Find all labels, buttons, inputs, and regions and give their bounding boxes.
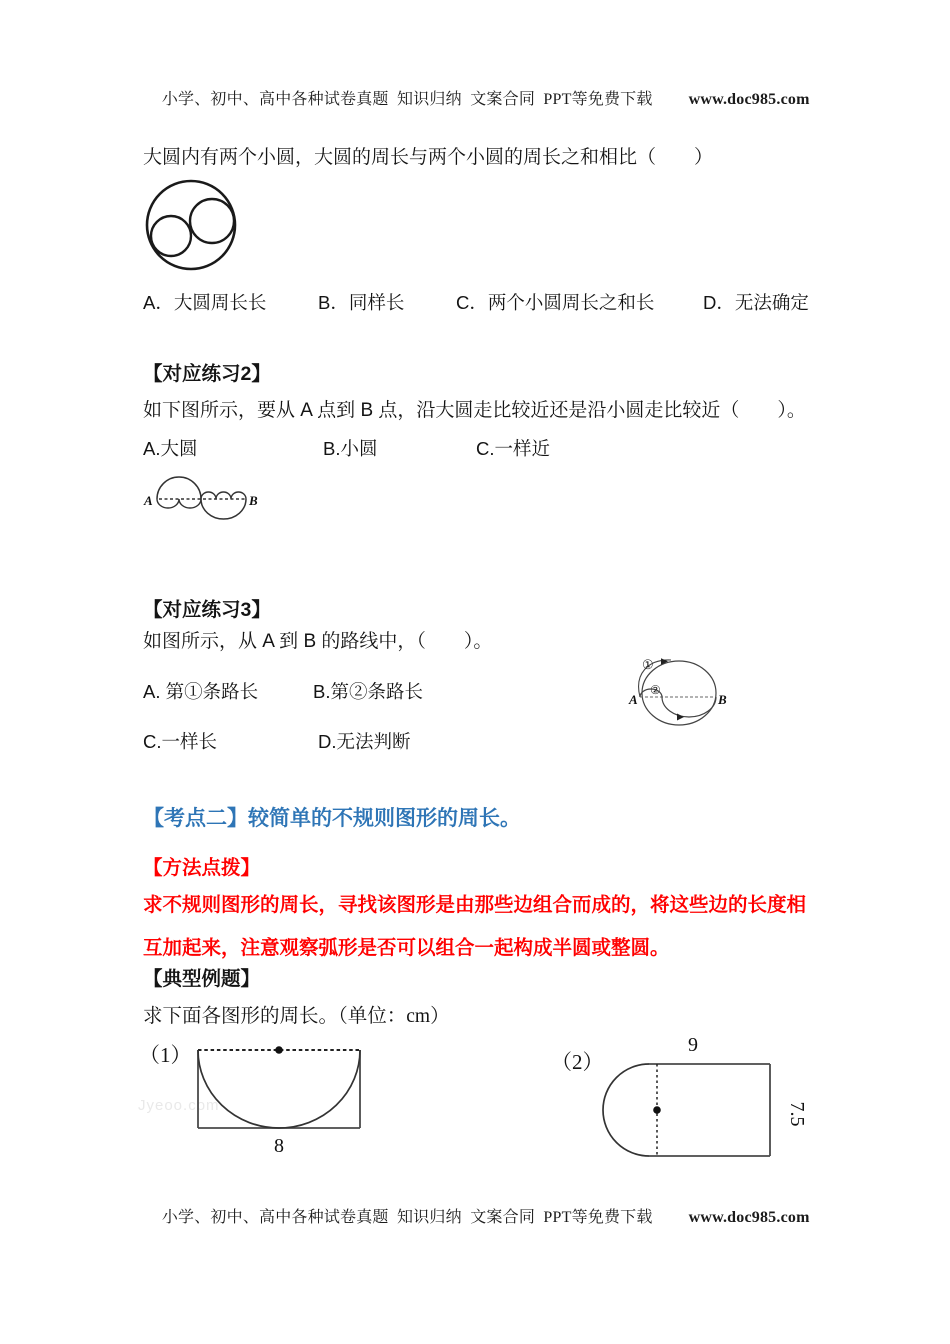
right-dimension: 7.5 xyxy=(786,1101,808,1127)
left-small-semicircles xyxy=(157,499,201,508)
exercise2-question: 如下图所示，要从 A 点到 B 点，沿大圆走比较近还是沿小圆走比较近（ ）。 xyxy=(143,400,806,421)
top-dimension: 9 xyxy=(688,1034,698,1056)
semicircle-arc xyxy=(198,1050,360,1128)
ex2-option-c: C.一样近 xyxy=(476,438,551,459)
footer-text: 小学、初中、高中各种试卷真题 知识归纳 文案合同 PPT等免费下载 xyxy=(161,1209,653,1226)
method-title: 【方法点拨】 xyxy=(143,857,261,879)
ex3-option-b: B.第②条路长 xyxy=(313,681,423,702)
base-dimension: 8 xyxy=(274,1135,284,1156)
left-big-semicircle xyxy=(157,477,201,499)
page-header xyxy=(145,70,810,130)
q1-option-a: A．大圆周长长 xyxy=(143,292,267,313)
figure-rect-semicircle-left xyxy=(594,1034,814,1164)
header-text: 小学、初中、高中各种试卷真题 知识归纳 文案合同 PPT等免费下载 xyxy=(161,91,653,108)
ex2-option-a: A.大圆 xyxy=(143,438,198,459)
small-circle-left xyxy=(151,216,191,256)
semicircle-arc xyxy=(603,1064,649,1156)
route2-arrow xyxy=(677,714,684,721)
ex2-option-b: B.小圆 xyxy=(323,438,378,459)
route1-label: ① xyxy=(642,657,654,672)
figure-two-circles-in-big-circle xyxy=(145,178,241,274)
exercise2-title: 【对应练习2】 xyxy=(143,363,271,385)
figure2-label: （2） xyxy=(551,1050,604,1074)
ex3-option-d: D.无法判断 xyxy=(318,731,411,752)
route2-lower-arc xyxy=(662,697,716,717)
footer-url[interactable]: www.doc985.com xyxy=(688,1209,810,1226)
page-footer xyxy=(145,1188,810,1248)
example-title: 【典型例题】 xyxy=(143,968,261,990)
center-dot xyxy=(653,1106,661,1114)
right-small-semicircles xyxy=(201,492,246,499)
point-b-label: B xyxy=(249,493,258,508)
method-text-line2: 互加起来，注意观察弧形是否可以组合一起构成半圆或整圆。 xyxy=(143,937,670,959)
exercise3-question: 如图所示，从 A 到 B 的路线中，（ ）。 xyxy=(143,631,493,652)
route2-label: ② xyxy=(650,683,661,697)
q1-option-c: C．两个小圆周长之和长 xyxy=(456,292,655,313)
center-dot xyxy=(275,1046,283,1054)
q1-option-b: B．同样长 xyxy=(318,292,405,313)
question1-text: 大圆内有两个小圆，大圆的周长与两个小圆的周长之和相比（ ） xyxy=(143,147,714,168)
point-a-label: A xyxy=(629,692,638,707)
watermark: Jyeoo.com xyxy=(138,1097,220,1114)
q1-option-d: D．无法确定 xyxy=(703,292,809,313)
point-a-label: A xyxy=(144,493,153,508)
figure-routes-circle xyxy=(626,648,776,743)
header-url[interactable]: www.doc985.com xyxy=(688,91,810,108)
topic2-heading: 【考点二】较简单的不规则图形的周长。 xyxy=(143,807,521,830)
ex3-option-c: C.一样长 xyxy=(143,731,218,752)
right-big-semicircle xyxy=(201,499,246,519)
point-b-label: B xyxy=(718,692,727,707)
figure-rect-semicircle xyxy=(194,1042,366,1156)
method-text-line1: 求不规则图形的周长，寻找该图形是由那些边组合而成的，将这些边的长度相 xyxy=(143,894,807,916)
ex3-option-a: A. 第①条路长 xyxy=(143,681,259,702)
figure-ab-semicircles xyxy=(136,468,264,536)
example-question: 求下面各图形的周长。（单位：cm） xyxy=(143,1006,450,1027)
figure1-label: （1） xyxy=(139,1043,192,1067)
exercise3-title: 【对应练习3】 xyxy=(143,599,271,621)
small-circle-right xyxy=(190,199,234,243)
